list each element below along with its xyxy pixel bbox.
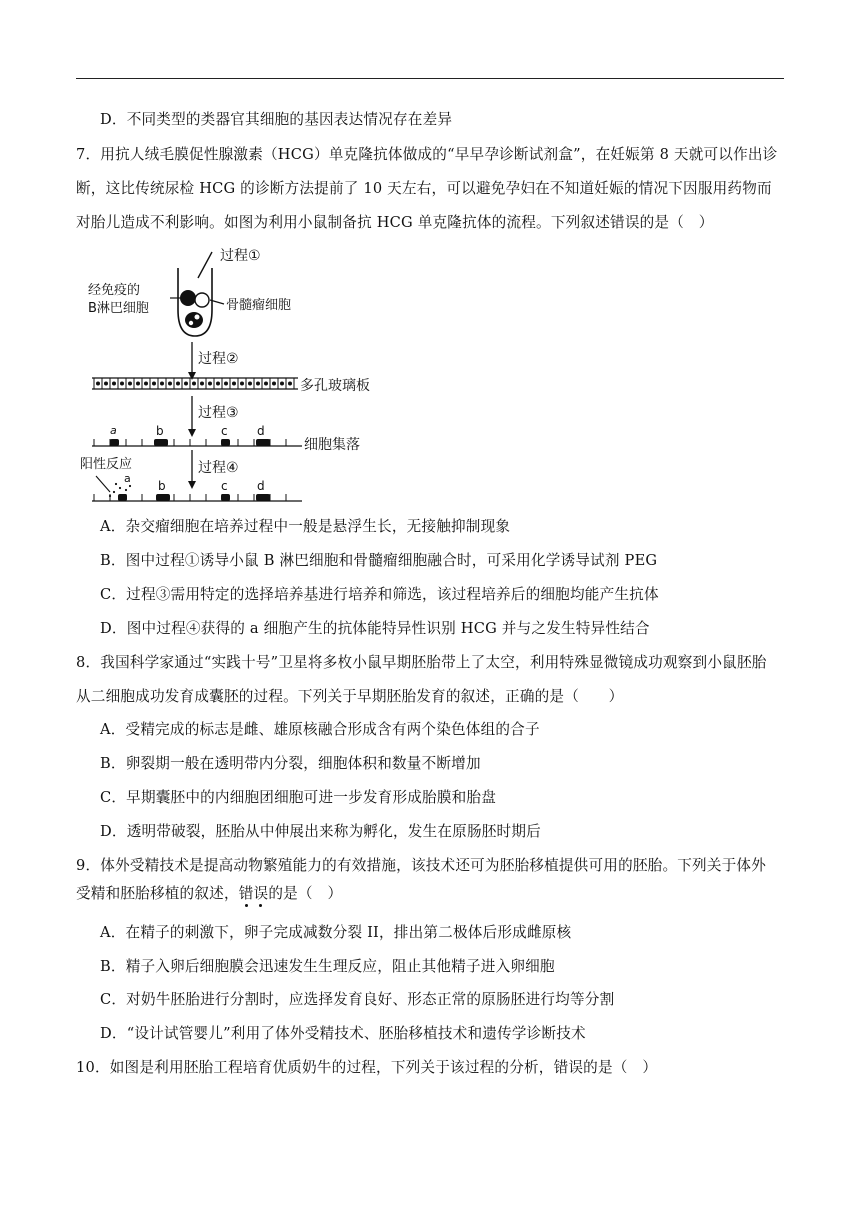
q7-option-a: A．杂交瘤细胞在培养过程中一般是悬浮生长，无接触抑制现象 <box>100 518 511 535</box>
q8-option-b: B．卵裂期一般在透明带内分裂，细胞体积和数量不断增加 <box>100 755 481 772</box>
q9-option-c: C．对奶牛胚胎进行分割时，应选择发育良好、形态正常的原肠胚进行均等分割 <box>100 991 615 1008</box>
label-b-cell-1: 经免疫的 <box>88 283 141 298</box>
q10-stem: 10．如图是利用胚胎工程培育优质奶牛的过程，下列关于该过程的分析，错误的是（ ） <box>76 1059 658 1076</box>
colony-a-label: a <box>110 424 117 437</box>
q6-option-d: D．不同类型的类器官其细胞的基因表达情况存在差异 <box>100 111 453 128</box>
hcg-antibody-flow-diagram <box>80 238 390 508</box>
q7-option-d: D．图中过程④获得的 a 细胞产生的抗体能特异性识别 HCG 并与之发生特异性结合 <box>100 620 650 637</box>
colony-c-label: c <box>221 424 228 438</box>
b-cell-dark <box>180 290 196 306</box>
q7-stem-line-1: 7．用抗人绒毛膜促性腺激素（HCG）单克隆抗体做成的“早早孕诊断试剂盒”，在妊娠第 8 天就可以作出诊 <box>76 146 778 163</box>
label-colonies: 细胞集落 <box>304 437 360 453</box>
header-rule <box>76 78 784 79</box>
q9-stem-line-2 <box>76 884 786 904</box>
colony-d-label: d <box>257 424 265 438</box>
label-process-1: 过程① <box>220 248 261 264</box>
colony-plate-1 <box>92 439 302 446</box>
q8-option-c: C．早期囊胚中的内细胞团细胞可进一步发育形成胎膜和胎盘 <box>100 789 497 806</box>
q9-option-b: B．精子入卵后细胞膜会迅速发生生理反应，阻止其他精子进入卵细胞 <box>100 958 555 975</box>
q8-stem-line-1: 8．我国科学家通过“实践十号”卫星将多枚小鼠早期胚胎带上了太空，利用特殊显微镜成功观察到小鼠胚胎 <box>76 654 767 671</box>
q9-stem-pre: 受精和胚胎移植的叙述， <box>76 885 239 902</box>
q9-emphasis-char-1: 错 <box>238 885 254 902</box>
label-process-4: 过程④ <box>198 460 239 476</box>
q8-option-a: A．受精完成的标志是雌、雄原核融合形成含有两个染色体组的合子 <box>100 721 540 738</box>
label-process-3: 过程③ <box>198 405 239 421</box>
q7-option-b: B．图中过程①诱导小鼠 B 淋巴细胞和骨髓瘤细胞融合时，可采用化学诱导试剂 PEG <box>100 552 658 569</box>
colony-b-label-2: b <box>158 479 166 493</box>
label-myeloma: 骨髓瘤细胞 <box>226 298 292 313</box>
q8-option-d: D．透明带破裂，胚胎从中伸展出来称为孵化，发生在原肠胚时期后 <box>100 823 541 840</box>
q8-stem-line-2: 从二细胞成功发育成囊胚的过程。下列关于早期胚胎发育的叙述，正确的是（ ） <box>76 688 624 705</box>
label-plate: 多孔玻璃板 <box>300 378 370 394</box>
colony-d-label-2: d <box>257 479 265 493</box>
colony-b-label: b <box>156 424 164 438</box>
colony-c-label-2: c <box>221 479 228 493</box>
label-b-cell-2: B淋巴细胞 <box>88 301 149 316</box>
label-positive-reaction: 阳性反应 <box>80 457 133 472</box>
colony-plate-2 <box>92 483 302 501</box>
q9-option-d: D．“设计试管婴儿”利用了体外受精技术、胚胎移植技术和遗传学诊断技术 <box>100 1025 586 1042</box>
multi-well-plate <box>92 378 298 389</box>
q9-stem-line-1: 9．体外受精技术是提高动物繁殖能力的有效措施，该技术还可为胚胎移植提供可用的胚胎。下列关于体外 <box>76 857 767 874</box>
q9-stem-post: 的是（ ） <box>268 885 343 902</box>
q7-stem-line-3: 对胎儿造成不利影响。如图为利用小鼠制备抗 HCG 单克隆抗体的流程。下列叙述错误的是（ ） <box>76 214 714 231</box>
q9-emphasis-char-2: 误 <box>253 885 269 902</box>
colony-a-label-2: a <box>124 472 131 485</box>
q7-option-c: C．过程③需用特定的选择培养基进行培养和筛选，该过程培养后的细胞均能产生抗体 <box>100 586 659 603</box>
label-process-2: 过程② <box>198 351 239 367</box>
q9-option-a: A．在精子的刺激下，卵子完成减数分裂 II，排出第二极体后形成雌原核 <box>100 924 572 941</box>
q7-stem-line-2: 断，这比传统尿检 HCG 的诊断方法提前了 10 天左右，可以避免孕妇在不知道妊娠的情况下因服用药物而 <box>76 180 772 197</box>
